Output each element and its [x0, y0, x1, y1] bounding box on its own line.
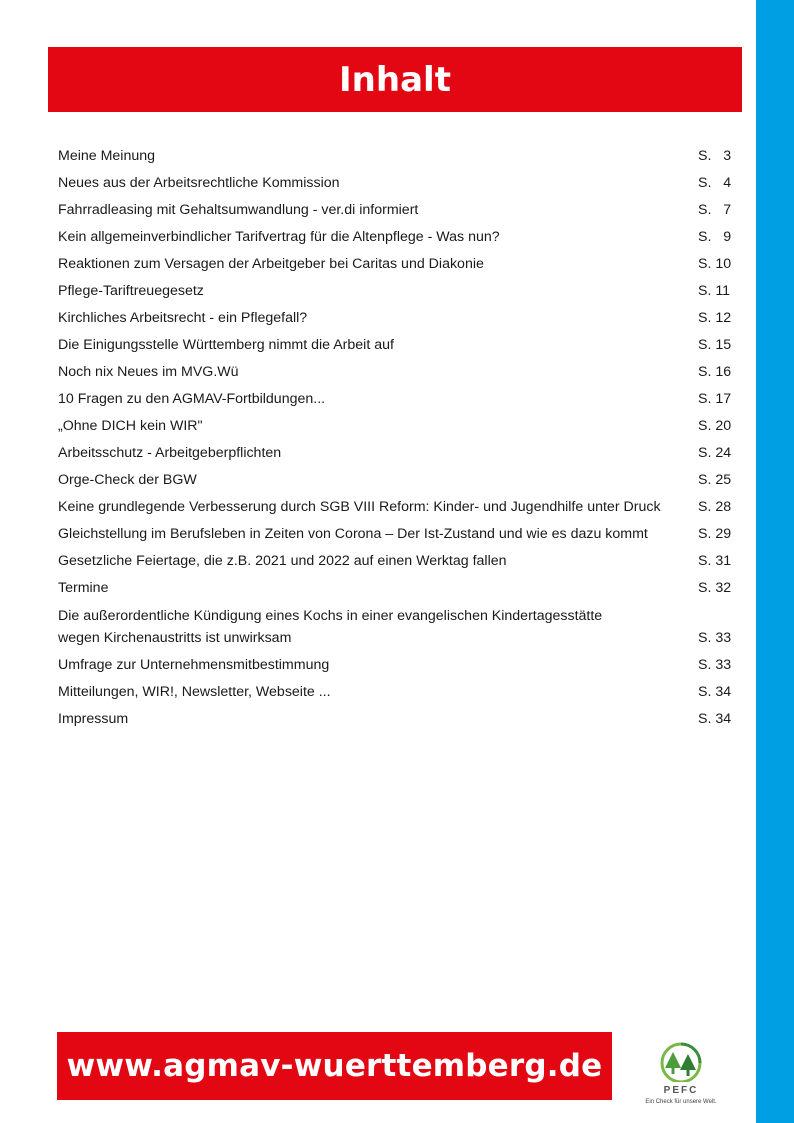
- toc-entry-title: Gleichstellung im Berufsleben in Zeiten von Corona – Der Ist-Zustand und wie es dazu kommt: [58, 526, 648, 542]
- toc-entry-page: S. 11: [698, 283, 731, 299]
- toc-entry-page: S. 4: [698, 175, 732, 191]
- toc-row[interactable]: [58, 518, 734, 545]
- toc-entry-page: S. 32: [698, 580, 732, 596]
- toc-row[interactable]: [58, 302, 734, 329]
- toc-entry-title: Termine: [58, 580, 109, 596]
- toc-entry-page: S. 12: [698, 310, 732, 326]
- toc-row[interactable]: [58, 248, 734, 275]
- toc-entry-title: Neues aus der Arbeitsrechtliche Kommission: [58, 175, 340, 191]
- toc-row[interactable]: [58, 383, 734, 410]
- toc-row[interactable]: [58, 221, 734, 248]
- side-stripe: [756, 0, 794, 1123]
- toc-entry-title: 10 Fragen zu den AGMAV-Fortbildungen...: [58, 391, 326, 407]
- toc-entry-title: Meine Meinung: [58, 148, 156, 164]
- toc-entry-title: Gesetzliche Feiertage, die z.B. 2021 und 2022 auf einen Werktag fallen: [58, 553, 507, 569]
- pefc-logo: [636, 1042, 726, 1118]
- toc-row[interactable]: [58, 167, 734, 194]
- toc-row[interactable]: [58, 194, 734, 221]
- toc-row[interactable]: [58, 703, 734, 730]
- toc-row[interactable]: [58, 140, 734, 167]
- toc-entry-page: S. 29: [698, 526, 732, 542]
- toc-entry-title: Kein allgemeinverbindlicher Tarifvertrag für die Altenpflege - Was nun?: [58, 229, 500, 245]
- toc-entry-title: Impressum: [58, 711, 129, 727]
- website-url[interactable]: www.agmav-wuerttemberg.de: [66, 1048, 603, 1084]
- toc-entry-page: S. 34: [698, 684, 732, 700]
- toc-entry-title: „Ohne DICH kein WIR": [58, 418, 203, 434]
- toc-entry-title: Reaktionen zum Versagen der Arbeitgeber bei Caritas und Diakonie: [58, 256, 484, 272]
- toc-row[interactable]: [58, 410, 734, 437]
- toc-entry-title: Keine grundlegende Verbesserung durch SGB VIII Reform: Kinder- und Jugendhilfe unter Druck: [58, 499, 661, 515]
- page-title: Inhalt: [339, 59, 451, 100]
- toc-entry-title: Kirchliches Arbeitsrecht - ein Pflegefall?: [58, 310, 308, 326]
- toc-entry-page: S. 28: [698, 499, 732, 515]
- toc-entry-page: S. 9: [698, 229, 732, 245]
- toc-entry-title: Die Einigungsstelle Württemberg nimmt die Arbeit auf: [58, 337, 394, 353]
- toc-entry-page: S. 16: [698, 364, 732, 380]
- toc-entry-page: S. 17: [698, 391, 732, 407]
- website-banner[interactable]: [57, 1032, 612, 1100]
- toc-row[interactable]: [58, 356, 734, 383]
- toc-row[interactable]: [58, 676, 734, 703]
- toc-entry-page: S. 31: [698, 553, 732, 569]
- table-of-contents: [58, 140, 734, 730]
- toc-entry-title: [58, 605, 602, 649]
- toc-row[interactable]: [58, 491, 734, 518]
- pefc-tree-icon: [656, 1042, 706, 1082]
- toc-row[interactable]: [58, 599, 734, 649]
- toc-entry-page: S. 20: [698, 418, 732, 434]
- toc-entry-page: S. 3: [698, 148, 732, 164]
- toc-row[interactable]: [58, 437, 734, 464]
- toc-entry-title: Umfrage zur Unternehmensmitbestimmung: [58, 657, 330, 673]
- pefc-label: PEFC: [663, 1085, 699, 1096]
- toc-entry-page: S. 10: [698, 256, 732, 272]
- toc-entry-title-line1: Die außerordentliche Kündigung eines Kochs in einer evangelischen Kindertagesstätte: [58, 608, 603, 624]
- toc-row[interactable]: [58, 649, 734, 676]
- toc-entry-title: Arbeitsschutz - Arbeitgeberpflichten: [58, 445, 282, 461]
- toc-entry-page: S. 24: [698, 445, 732, 461]
- toc-entry-page: S. 25: [698, 472, 732, 488]
- toc-entry-page: S. 33: [698, 630, 732, 646]
- toc-entry-title: Fahrradleasing mit Gehaltsumwandlung - ver.di informiert: [58, 202, 419, 218]
- toc-entry-title: Noch nix Neues im MVG.Wü: [58, 364, 239, 380]
- toc-entry-page: S. 15: [698, 337, 732, 353]
- toc-row[interactable]: [58, 275, 734, 302]
- toc-entry-title: Pflege-Tariftreuegesetz: [58, 283, 204, 299]
- toc-row[interactable]: [58, 572, 734, 599]
- toc-entry-page: S. 33: [698, 657, 732, 673]
- toc-row[interactable]: [58, 464, 734, 491]
- toc-entry-title: Orge-Check der BGW: [58, 472, 197, 488]
- toc-entry-page: S. 34: [698, 711, 732, 727]
- toc-entry-title-line2: wegen Kirchenaustritts ist unwirksam: [58, 630, 292, 646]
- title-bar: [48, 47, 742, 112]
- toc-entry-title: Mitteilungen, WIR!, Newsletter, Webseite ...: [58, 684, 331, 700]
- pefc-tagline: Ein Check für unsere Welt.: [645, 1099, 717, 1105]
- toc-row[interactable]: [58, 545, 734, 572]
- toc-row[interactable]: [58, 329, 734, 356]
- toc-entry-page: S. 7: [698, 202, 732, 218]
